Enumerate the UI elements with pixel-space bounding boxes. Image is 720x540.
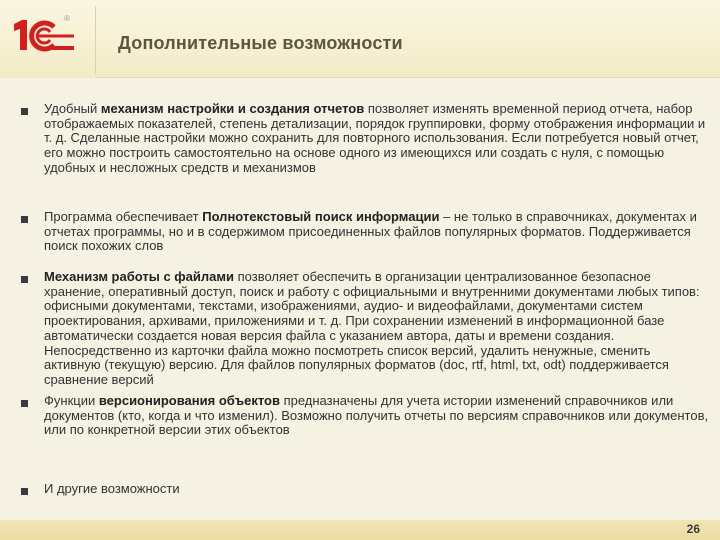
item-text: И другие возможности bbox=[44, 481, 180, 496]
slide-header bbox=[0, 0, 720, 78]
title-underline bbox=[95, 77, 720, 78]
item-text: Механизм работы с файлами позволяет обеспечить в организации централизованное безопасное хранение, оперативный доступ, поиск и работу с официальными и внутренними документами любых типов: офисными документами, текстами, изображениями, аудио- и видеофайлами, документами систем проектирования, архивами, приложениями и т. д. При сохранении изменений в информационной базе автоматически создается новая версия файла с указанием автора, даты и времени создания. Непосредственно из карточки файла можно посмотреть список версий, удалить ненужные, сменить активную (текущую) версию. Для файлов популярных форматов (doc, rtf, html, txt, odt) поддерживается сравнение версий bbox=[44, 269, 700, 387]
item-text: Программа обеспечивает Полнотекстовый поиск информации – не только в справочниках, документах и отчетах программы, но и в содержимом присоединенных файлов популярных форматов. Поддерживается поиск похожих слов bbox=[44, 209, 697, 254]
header-divider bbox=[95, 6, 96, 74]
bullet-icon bbox=[21, 488, 28, 495]
registered-mark: ® bbox=[64, 14, 70, 23]
page-title: Дополнительные возможности bbox=[118, 33, 403, 53]
item-text: Удобный механизм настройки и создания отчетов позволяет изменять временной период отчета, набор отображаемых показателей, степень детализации, порядок группировки, форму отображения информации и т. д. Сделанные настройки можно сохранить для повторного использования. Если потребуется новый отчет, его можно построить самостоятельно на основе одного из имеющихся или создать с нуля, с помощью удобных и несложных средств и механизмов bbox=[44, 101, 706, 175]
bullet-icon bbox=[21, 216, 28, 223]
footer-bar bbox=[0, 520, 720, 540]
item-text: Функции версионирования объектов предназначены для учета истории изменений справочников или документов (кто, когда и что изменил). Возможно получить отчеты по версиям справочников или документов, или по конкретной версии этих объектов bbox=[44, 393, 709, 438]
1c-logo bbox=[10, 18, 76, 52]
page-number: 26 bbox=[686, 522, 700, 536]
bullet-icon bbox=[21, 276, 28, 283]
bullet-icon bbox=[21, 108, 28, 115]
bullet-icon bbox=[21, 400, 28, 407]
